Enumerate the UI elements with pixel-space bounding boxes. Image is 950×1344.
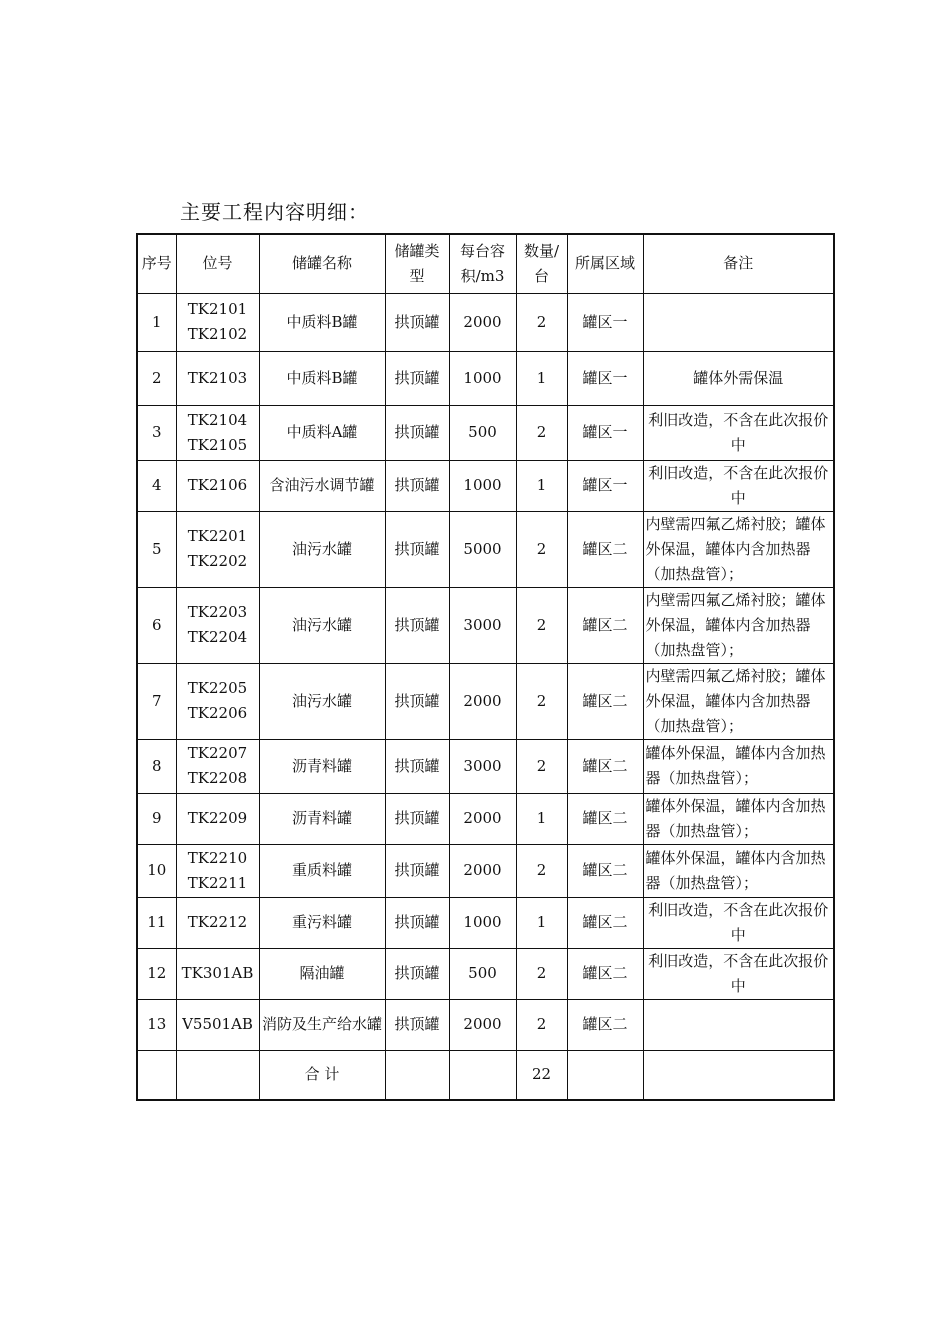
row-name: 消防及生产给水罐	[259, 999, 385, 1050]
row-capacity: 5000	[449, 511, 516, 587]
table-row	[137, 999, 834, 1050]
row-type: 拱顶罐	[385, 663, 449, 739]
row-tag	[176, 948, 259, 999]
row-name: 油污水罐	[259, 663, 385, 739]
row-tag	[176, 460, 259, 511]
row-seq: 9	[137, 793, 176, 844]
row-tag	[176, 844, 259, 897]
row-name: 油污水罐	[259, 587, 385, 663]
table-row	[137, 663, 834, 739]
total-capacity-cell	[449, 1050, 516, 1100]
row-name: 中质料A罐	[259, 405, 385, 460]
tag-number: TK2211	[187, 873, 248, 892]
row-remark: 罐体外保温，罐体内含加热器（加热盘管）；	[643, 793, 834, 844]
row-area: 罐区二	[567, 663, 643, 739]
header-name: 储罐名称	[259, 234, 385, 293]
row-remark: 利旧改造，不含在此次报价中	[643, 948, 834, 999]
total-remark-cell	[643, 1050, 834, 1100]
row-area: 罐区二	[567, 511, 643, 587]
tag-number: TK2209	[187, 809, 248, 827]
total-row	[137, 1050, 834, 1100]
total-type-cell	[385, 1050, 449, 1100]
table-header-row	[137, 234, 834, 293]
tag-number: TK2101	[187, 300, 248, 318]
row-type: 拱顶罐	[385, 844, 449, 897]
row-remark: 内壁需四氟乙烯衬胶；罐体外保温，罐体内含加热器（加热盘管）；	[643, 587, 834, 663]
table-row	[137, 511, 834, 587]
table-row	[137, 948, 834, 999]
row-type: 拱顶罐	[385, 460, 449, 511]
row-seq: 2	[137, 351, 176, 405]
row-capacity: 1000	[449, 897, 516, 948]
row-remark: 利旧改造，不含在此次报价中	[643, 405, 834, 460]
row-type: 拱顶罐	[385, 948, 449, 999]
table-row	[137, 405, 834, 460]
row-qty: 1	[516, 351, 567, 405]
row-name: 沥青料罐	[259, 793, 385, 844]
total-tag-cell	[176, 1050, 259, 1100]
row-seq: 1	[137, 293, 176, 351]
row-qty: 2	[516, 511, 567, 587]
row-tag	[176, 351, 259, 405]
row-capacity: 2000	[449, 999, 516, 1050]
row-remark: 利旧改造，不含在此次报价中	[643, 897, 834, 948]
row-area: 罐区二	[567, 948, 643, 999]
total-area-cell	[567, 1050, 643, 1100]
row-remark: 罐体外保温，罐体内含加热器（加热盘管）；	[643, 739, 834, 793]
row-type: 拱顶罐	[385, 511, 449, 587]
row-type: 拱顶罐	[385, 793, 449, 844]
table-row	[137, 293, 834, 351]
row-name: 重污料罐	[259, 897, 385, 948]
header-qty: 数量/台	[516, 234, 567, 293]
row-tag	[176, 663, 259, 739]
row-type: 拱顶罐	[385, 739, 449, 793]
table-row	[137, 587, 834, 663]
row-area: 罐区一	[567, 460, 643, 511]
tag-number: TK301AB	[181, 964, 254, 982]
tag-number: TK2208	[187, 769, 248, 787]
row-capacity: 500	[449, 948, 516, 999]
row-seq: 5	[137, 511, 176, 587]
row-area: 罐区二	[567, 844, 643, 897]
row-qty: 2	[516, 948, 567, 999]
row-seq: 7	[137, 663, 176, 739]
row-seq: 8	[137, 739, 176, 793]
row-tag	[176, 405, 259, 460]
table-row	[137, 739, 834, 793]
row-qty: 1	[516, 897, 567, 948]
row-tag	[176, 739, 259, 793]
row-qty: 2	[516, 999, 567, 1050]
row-type: 拱顶罐	[385, 293, 449, 351]
row-name: 隔油罐	[259, 948, 385, 999]
total-seq-cell	[137, 1050, 176, 1100]
table-row	[137, 793, 834, 844]
row-tag	[176, 293, 259, 351]
tag-number: TK2201	[187, 527, 248, 545]
tag-number: V5501AB	[182, 1015, 253, 1033]
row-qty: 1	[516, 460, 567, 511]
table-row	[137, 460, 834, 511]
tag-number: TK2103	[187, 368, 248, 387]
tag-number: TK2105	[187, 435, 248, 454]
row-seq: 3	[137, 405, 176, 460]
row-qty: 2	[516, 844, 567, 897]
tank-detail-table	[136, 233, 835, 1101]
row-seq: 10	[137, 844, 176, 897]
row-type: 拱顶罐	[385, 405, 449, 460]
row-area: 罐区二	[567, 739, 643, 793]
row-name: 中质料B罐	[259, 351, 385, 405]
header-capacity: 每台容积/m3	[449, 234, 516, 293]
row-qty: 2	[516, 587, 567, 663]
row-area: 罐区一	[567, 293, 643, 351]
total-label: 合 计	[259, 1050, 385, 1100]
table-row	[137, 844, 834, 897]
tag-number: TK2106	[187, 476, 248, 494]
row-type: 拱顶罐	[385, 351, 449, 405]
row-qty: 2	[516, 663, 567, 739]
row-type: 拱顶罐	[385, 897, 449, 948]
header-remark: 备注	[643, 234, 834, 293]
tag-number: TK2104	[187, 410, 248, 429]
header-seq: 序号	[137, 234, 176, 293]
table-row	[137, 351, 834, 405]
tag-number: TK2204	[187, 628, 248, 646]
row-area: 罐区二	[567, 587, 643, 663]
table-row	[137, 897, 834, 948]
row-seq: 4	[137, 460, 176, 511]
row-tag	[176, 587, 259, 663]
tag-number: TK2205	[187, 679, 248, 697]
header-type: 储罐类型	[385, 234, 449, 293]
row-capacity: 1000	[449, 351, 516, 405]
row-qty: 2	[516, 739, 567, 793]
row-tag	[176, 793, 259, 844]
row-area: 罐区一	[567, 351, 643, 405]
row-seq: 12	[137, 948, 176, 999]
row-seq: 11	[137, 897, 176, 948]
row-type: 拱顶罐	[385, 587, 449, 663]
row-area: 罐区一	[567, 405, 643, 460]
tag-number: TK2102	[187, 325, 248, 343]
row-area: 罐区二	[567, 897, 643, 948]
row-seq: 6	[137, 587, 176, 663]
row-name: 重质料罐	[259, 844, 385, 897]
tag-number: TK2207	[187, 744, 248, 762]
row-qty: 2	[516, 293, 567, 351]
tag-number: TK2203	[187, 603, 248, 621]
row-tag	[176, 897, 259, 948]
row-name: 含油污水调节罐	[259, 460, 385, 511]
row-tag	[176, 999, 259, 1050]
header-tag: 位号	[176, 234, 259, 293]
row-capacity: 3000	[449, 587, 516, 663]
tag-number: TK2212	[187, 913, 248, 931]
row-capacity: 2000	[449, 663, 516, 739]
total-qty: 22	[516, 1050, 567, 1100]
row-capacity: 2000	[449, 844, 516, 897]
row-capacity: 500	[449, 405, 516, 460]
tag-number: TK2206	[187, 704, 248, 722]
row-area: 罐区二	[567, 793, 643, 844]
row-type: 拱顶罐	[385, 999, 449, 1050]
row-remark	[643, 293, 834, 351]
row-capacity: 2000	[449, 293, 516, 351]
row-seq: 13	[137, 999, 176, 1050]
tag-number: TK2210	[187, 848, 248, 867]
row-remark	[643, 999, 834, 1050]
row-remark: 内壁需四氟乙烯衬胶；罐体外保温，罐体内含加热器（加热盘管）；	[643, 511, 834, 587]
row-remark: 罐体外需保温	[643, 351, 834, 405]
row-capacity: 2000	[449, 793, 516, 844]
row-name: 沥青料罐	[259, 739, 385, 793]
row-remark: 罐体外保温，罐体内含加热器（加热盘管）；	[643, 844, 834, 897]
row-remark: 利旧改造，不含在此次报价中	[643, 460, 834, 511]
row-name: 中质料B罐	[259, 293, 385, 351]
header-area: 所属区域	[567, 234, 643, 293]
tag-number: TK2202	[187, 552, 248, 570]
row-remark: 内壁需四氟乙烯衬胶；罐体外保温，罐体内含加热器（加热盘管）；	[643, 663, 834, 739]
row-name: 油污水罐	[259, 511, 385, 587]
row-qty: 1	[516, 793, 567, 844]
row-qty: 2	[516, 405, 567, 460]
row-capacity: 1000	[449, 460, 516, 511]
row-tag	[176, 511, 259, 587]
row-capacity: 3000	[449, 739, 516, 793]
page-title: 主要工程内容明细：	[180, 200, 369, 224]
row-area: 罐区二	[567, 999, 643, 1050]
